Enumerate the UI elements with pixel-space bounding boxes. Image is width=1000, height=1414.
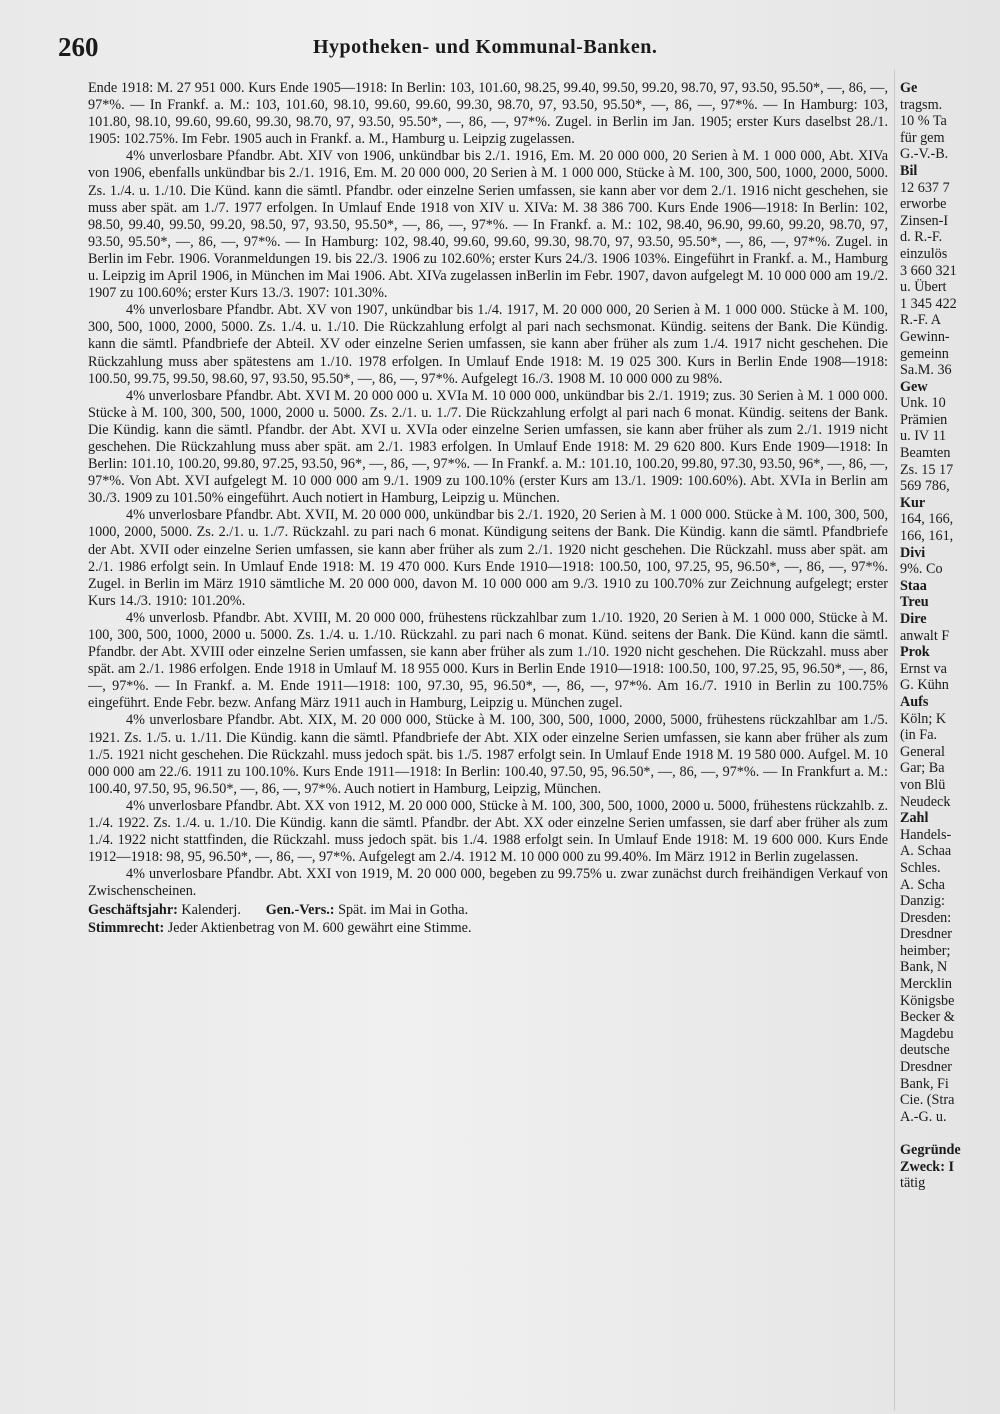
fragment-line: heimber; <box>900 942 951 959</box>
fragment-line: Schles. <box>900 859 941 876</box>
fragment-line: gemeinn <box>900 345 949 362</box>
page-number: 260 <box>58 32 99 62</box>
fragment-line: Beamten <box>900 445 951 462</box>
fragment-line: Prok <box>900 644 930 661</box>
fragment-line: 166, 161, <box>900 528 954 545</box>
voting-right-value: Jeder Aktienbetrag von M. 600 gewährt eine Stimme. <box>167 919 472 936</box>
fragment-line: Sa.M. 36 <box>900 362 952 379</box>
fragment-line: Mercklin <box>900 976 953 993</box>
fragment-line: Gewinn- <box>900 328 950 345</box>
fiscal-year-label: Geschäftsjahr: <box>88 901 178 918</box>
fragment-line: Dire <box>900 611 927 627</box>
running-title: Hypotheken- und Kommunal-Banken. <box>313 36 658 58</box>
fragment-line: A. Schaa <box>900 843 952 860</box>
fragment-line: Gar; Ba <box>900 760 945 777</box>
fragment-line: von Blü <box>900 776 946 793</box>
fragment-line: 9%. Co <box>900 561 943 578</box>
fragment-line: Treu <box>900 594 929 611</box>
fragment-line: Bank, Fi <box>900 1075 949 1092</box>
paragraph: Ende 1918: M. 27 951 000. Kurs Ende 1905—1918: In Berlin: 103, 101.60, 98.25, 99.40, 99.50, 99.20, 98.70, 97, 93.50, 95.50*, —, 86, —, 97*%. — In Frankf. a. M.: 103, 101.60, 98.10, 99.60, 99.60, 99.30, 98.70, 97, 93.50, 95.50*, —, 86, —, 97*%. — In Hamburg: 103, 101.80, 98.10, 99.60, 99.60, 99.30, 98.70, 97, 93.50, 95.50*, —, 86, —, 97*%. Zugel. in Berlin im Jan. 1905; erster Kurs daselbst 28./1. 1905: 102.75%. Im Febr. 1905 auch in Frankf. a. M., Hamburg u. Leipzig zugelassen. <box>88 80 888 148</box>
fragment-line: u. IV 11 <box>900 428 947 445</box>
fragment-line: Neudeck <box>900 793 951 810</box>
paragraph: 4% unverlosbare Pfandbr. Abt. XVI M. 20 000 000 u. XVIa M. 10 000 000, unkündbar bis 2./1. 1919; zus. 30 Serien à M. 1 000 000. Stücke à M. 100, 300, 500, 1000, 2000 u. 5000. Zs. 2./1. u. 1./7. Die Rückzahlung erfolgt al pari nach 6 monat. Kündig. seitens der Bank. Die Kündig. kann die sämtl. Pfandbr. der Abt. XVI u. XVIa oder einzelne Serien umfassen, sie kann aber früher als zum 2./1. 1919 nicht geschehen. Die Rückzahlung muss aber spät. am 2./1. 1983 erfolgen. In Umlauf Ende 1918: M. 29 620 800. Kurs Ende 1909—1918: In Berlin: 101.10, 100.20, 99.80, 97.25, 93.50, 96*, —, 86, —, 97*%. — In Frankf. a. M.: 101.10, 100.20, 99.80, 97.30, 93.50, 96*, —, 86, —, 97*%. Von Abt. XVI aufgelegt M. 10 000 000 am 9./1. 1909 zu 100.10% (erster Kurs am 13./1. 1909: 100.60%). Abt. XVIa in Berlin am 30./3. 1909 zu 101.50% eingeführt. Auch notiert in Hamburg, Leipzig u. München. <box>88 387 888 507</box>
fragment-line: Ernst va <box>900 660 947 677</box>
fragment-line: Divi <box>900 544 926 561</box>
general-meeting-value: Spät. im Mai in Gotha. <box>338 901 469 918</box>
fragment-line: Dresdner <box>900 1059 952 1076</box>
paragraph: 4% unverlosbare Pfandbr. Abt. XV von 1907, unkündbar bis 1./4. 1917, M. 20 000 000, 20 Serien à M. 1 000 000. Stücke à M. 100, 300, 500, 1000, 2000, 5000. Zs. 1./4. u. 1./10. Die Rückzahlung erfolgt al pari nach sechsmonat. Kündig. seitens der Bank. Die Kündig. kann die sämtl. Pfandbriefe der Abteil. XV oder einzelne Serien umfassen, sie kann aber früher als zum 1./4. 1917 nicht geschehen. Die Rückzahlung muss aber spätestens am 1./10. 1978 erfolgen. In Umlauf Ende 1918: M. 19 025 300. Kurs in Berlin Ende 1908—1918: 100.50, 99.75, 99.50, 98.60, 97, 93.50, 95.50*, —, 86, —, 97*%. Aufgelegt 16./3. 1908 M. 10 000 000 zu 98%. <box>88 302 888 387</box>
fragment-line: (in Fa. <box>900 727 938 744</box>
fragment-line: Königsbe <box>900 992 955 1009</box>
fragment-line: 569 786, <box>900 478 950 495</box>
fragment-line: Ge <box>900 80 918 96</box>
fragment-line: 10 % Ta <box>900 113 947 130</box>
fragment-line: Zinsen-I <box>900 212 949 229</box>
general-meeting-label: Gen.-Vers.: <box>265 901 335 918</box>
fragment-line: anwalt F <box>900 627 950 644</box>
fragment-line: einzulös <box>900 245 948 262</box>
fragment-line: R.-F. A <box>900 312 942 329</box>
fragment-line: tragsm. <box>900 96 943 113</box>
fragment-line: Cie. (Stra <box>900 1092 955 1109</box>
paragraph: 4% unverlosb. Pfandbr. Abt. XVIII, M. 20 000 000, frühestens rückzahlbar zum 1./10. 1920, 20 Serien à M. 1 000 000, Stücke à M. 100, 300, 500, 1000, 2000 u. 5000. Zs. 1./4. u. 1./10. Rückzahl. zu pari nach 6 monat. Künd. seitens der Bank. Die Künd. kann die sämtl. Pfandbr. der Abt. XVIII oder einzelne Serien umfassen, sie kann aber früher als zum 1./10. 1920 nicht geschehen. Die Rückzahl. muss aber spät. am 2./1. 1986 erfolgen. Ende 1918 in Umlauf M. 18 955 000. Kurs in Berlin Ende 1910—1918: 100.50, 100, 97.25, 95, 96.50*, —, 86, —, 97*%. — In Frankf. a. M. Ende 1911—1918: 100, 97.30, 95, 96.50*, —, 86, —, 97*%. Am 16./7. 1910 in Berlin zu 100.75% eingeführt. Ende Febr. bezw. Anfang März 1911 auch in Hamburg, Leipzig u. München zugel. <box>88 609 888 712</box>
fragment-line: Unk. 10 <box>900 395 946 412</box>
fragment-line: Handels- <box>900 826 952 843</box>
fragment-line: tätig <box>900 1175 926 1192</box>
fragment-line: Magdebu <box>900 1025 954 1042</box>
paragraph: 4% unverlosbare Pfandbr. Abt. XX von 1912, M. 20 000 000, Stücke à M. 100, 300, 500, 1000, 2000 u. 5000, frühestens rückzahlb. z. 1./4. 1922. Zs. 1./4. u. 1./10. Die Kündig. kann die sämtl. Pfandbr. der Abt. XX oder einzelne Serien umfassen, sie darf aber früher als zum 1./4. 1922 nicht stattfinden, die Rückzahl. muss jedoch spät. bis 1./4. 1988 erfolgt sein. In Umlauf Ende 1918: M. 19 600 000. Kurs Ende 1912—1918: 98, 95, 96.50*, —, 86, —, 97*%. Aufgelegt am 2./4. 1912 M. 10 000 000 zu 99.40%. Im März 1912 in Berlin zugelassen. <box>88 797 888 866</box>
fragment-line: 3 660 321 <box>900 262 957 279</box>
fragment-line: Staa <box>900 577 927 594</box>
paragraph: 4% unverlosbare Pfandbr. Abt. XIX, M. 20 000 000, Stücke à M. 100, 300, 500, 1000, 2000, 5000, frühestens rückzahlbar am 1./5. 1921. Zs. 1./5. u. 1./11. Die Kündig. kann die sämtl. Pfandbriefe der Abt. XIX oder einzelne Serien umfassen, sie kann aber früher als zum 1./5. 1921 nicht geschehen. Die Rückzahl. muss jedoch spät. bis 1./5. 1987 erfolgt sein. In Umlauf Ende 1918 M. 19 580 000. Aufgel. M. 10 000 000 am 22./6. 1911 zu 100.10%. Kurs Ende 1911—1918: In Berlin: 100.40, 97.50, 95, 96.50*, —, 86, —, 97*%. — In Frankfurt a. M.: 100.40, 97.50, 95, 96.50*, —, 86, —, 97*%. Auch notiert in Hamburg, Leipzig, München. <box>88 712 888 797</box>
adjacent-column-fragment <box>900 80 1000 1414</box>
main-text-column <box>88 80 888 1410</box>
fragment-line: deutsche <box>900 1042 950 1059</box>
fragment-line: Bank, N <box>900 959 948 976</box>
fragment-line: d. R.-F. <box>900 229 943 246</box>
fragment-line: Zs. 15 17 <box>900 461 954 478</box>
fragment-line <box>900 1125 1000 1142</box>
fragment-line: Gegründe <box>900 1142 961 1158</box>
fragment-line: Gew <box>900 378 928 395</box>
fiscal-year-value: Kalenderj. <box>181 901 241 918</box>
fragment-line: Aufs <box>900 693 929 710</box>
fragment-line: Kur <box>900 494 926 511</box>
fragment-line: Bil <box>900 162 918 179</box>
fragment-line: für gem <box>900 129 945 146</box>
paragraph: 4% unverlosbare Pfandbr. Abt. XIV von 1906, unkündbar bis 2./1. 1916, Em. M. 20 000 000, 20 Serien à M. 1 000 000, Abt. XIVa von 1906, ebenfalls unkündbar bis 2./1. 1916, Em. M. 20 000 000, 20 Serien à M. 1 000 000, Stücke à M. 100, 300, 500, 1000, 2000, 5000. Zs. 1./4. u. 1./10. Die Künd. kann die sämtl. Pfandbr. oder einzelne Serien umfassen, sie kann aber vor dem 2./1. 1916 nicht geschehen, sie muss aber spät. am 1./7. 1977 erfolgen. In Umlauf Ende 1918 von XIV u. XIVa: M. 38 386 700. Kurs Ende 1906—1918: In Berlin: 102, 98.50, 99.40, 99.50, 99.20, 98.50, 97, 93.50, 95.50*, —, 86, —, 97*%. — In Frankf. a. M.: 102, 98.40, 96.90, 99.60, 99.20, 98.70, 97, 93.50, 95.50*, —, 86, —, 97*%. — In Hamburg: 102, 98.40, 99.60, 99.60, 99.30, 98.70, 97, 93.50, 95.50*, —, 86, —, 97*%. Zugel. in Berlin im Febr. 1906. Voranmeldungen 19. bis 22./3. 1906 zu 102.60%; erster Kurs 24./3. 1906 103%. Eingeführt in Frankf. a. M., Hamburg u. Leipzig im April 1906, in München im Mai 1906. Abt. XIVa zugelassen inBerlin im Febr. 1907, davon aufgelegt M. 10 000 000 am 19./2. 1907 zu 100.60%; erster Kurs 13./3. 1907: 101.30%. <box>88 148 888 302</box>
fragment-line: 1 345 422 <box>900 295 957 312</box>
fragment-line: Zweck: I <box>900 1158 954 1175</box>
fragment-line: A. Scha <box>900 876 945 893</box>
fragment-line: Prämien <box>900 411 948 428</box>
column-gutter <box>894 70 895 1410</box>
fragment-line: Dresden: <box>900 909 952 926</box>
paragraph: 4% unverlosbare Pfandbr. Abt. XVII, M. 20 000 000, unkündbar bis 2./1. 1920, 20 Serien à M. 1 000 000. Stücke à M. 100, 300, 500, 1000, 2000, 5000. Zs. 2./1. u. 1./7. Rückzahl. zu pari nach 6 monat. Kündigung seitens der Bank. Die Kündig. kann die sämtl. Pfandbriefe der Abt. XVII oder einzelne Serien umfassen, sie kann aber früher als zum 2./1. 1920 nicht geschehen. Die Rückzahl. muss aber spät. am 2./1. 1986 erfolgt sein. In Umlauf Ende 1918: M. 19 470 000. Kurs Ende 1910—1918: 100.50, 100, 97.25, 95, 96.50*, —, 86, —, 97*%. Zugel. in Berlin im März 1910 sämtliche M. 20 000 000, davon M. 10 000 000 am 9./3. 1910 zu 100.70% zur Zeichnung aufgelegt; erster Kurs 14./3. 1910: 101.20%. <box>88 507 888 609</box>
fragment-line: Köln; K <box>900 710 947 727</box>
fragment-line: u. Übert <box>900 279 947 296</box>
fragment-line: erworbe <box>900 196 947 213</box>
fragment-line: 164, 166, <box>900 511 954 528</box>
fragment-line: 12 637 7 <box>900 179 950 196</box>
fiscal-year-line <box>88 902 888 919</box>
fragment-line: General <box>900 743 945 760</box>
fragment-line: Dresdner <box>900 926 952 943</box>
fragment-line: G. Kühn <box>900 677 949 694</box>
fragment-line: Danzig: <box>900 893 945 910</box>
voting-right-line <box>88 920 888 937</box>
paragraph: 4% unverlosbare Pfandbr. Abt. XXI von 1919, M. 20 000 000, begeben zu 99.75% u. zwar zunächst durch freihändigen Verkauf von Zwischenscheinen. <box>88 866 888 900</box>
fragment-line: Zahl <box>900 810 929 827</box>
page-header <box>58 32 898 62</box>
fragment-line: Becker & <box>900 1009 955 1026</box>
voting-right-label: Stimmrecht: <box>88 919 165 936</box>
fragment-line: G.-V.-B. <box>900 146 949 163</box>
fragment-line: A.-G. u. <box>900 1108 947 1125</box>
